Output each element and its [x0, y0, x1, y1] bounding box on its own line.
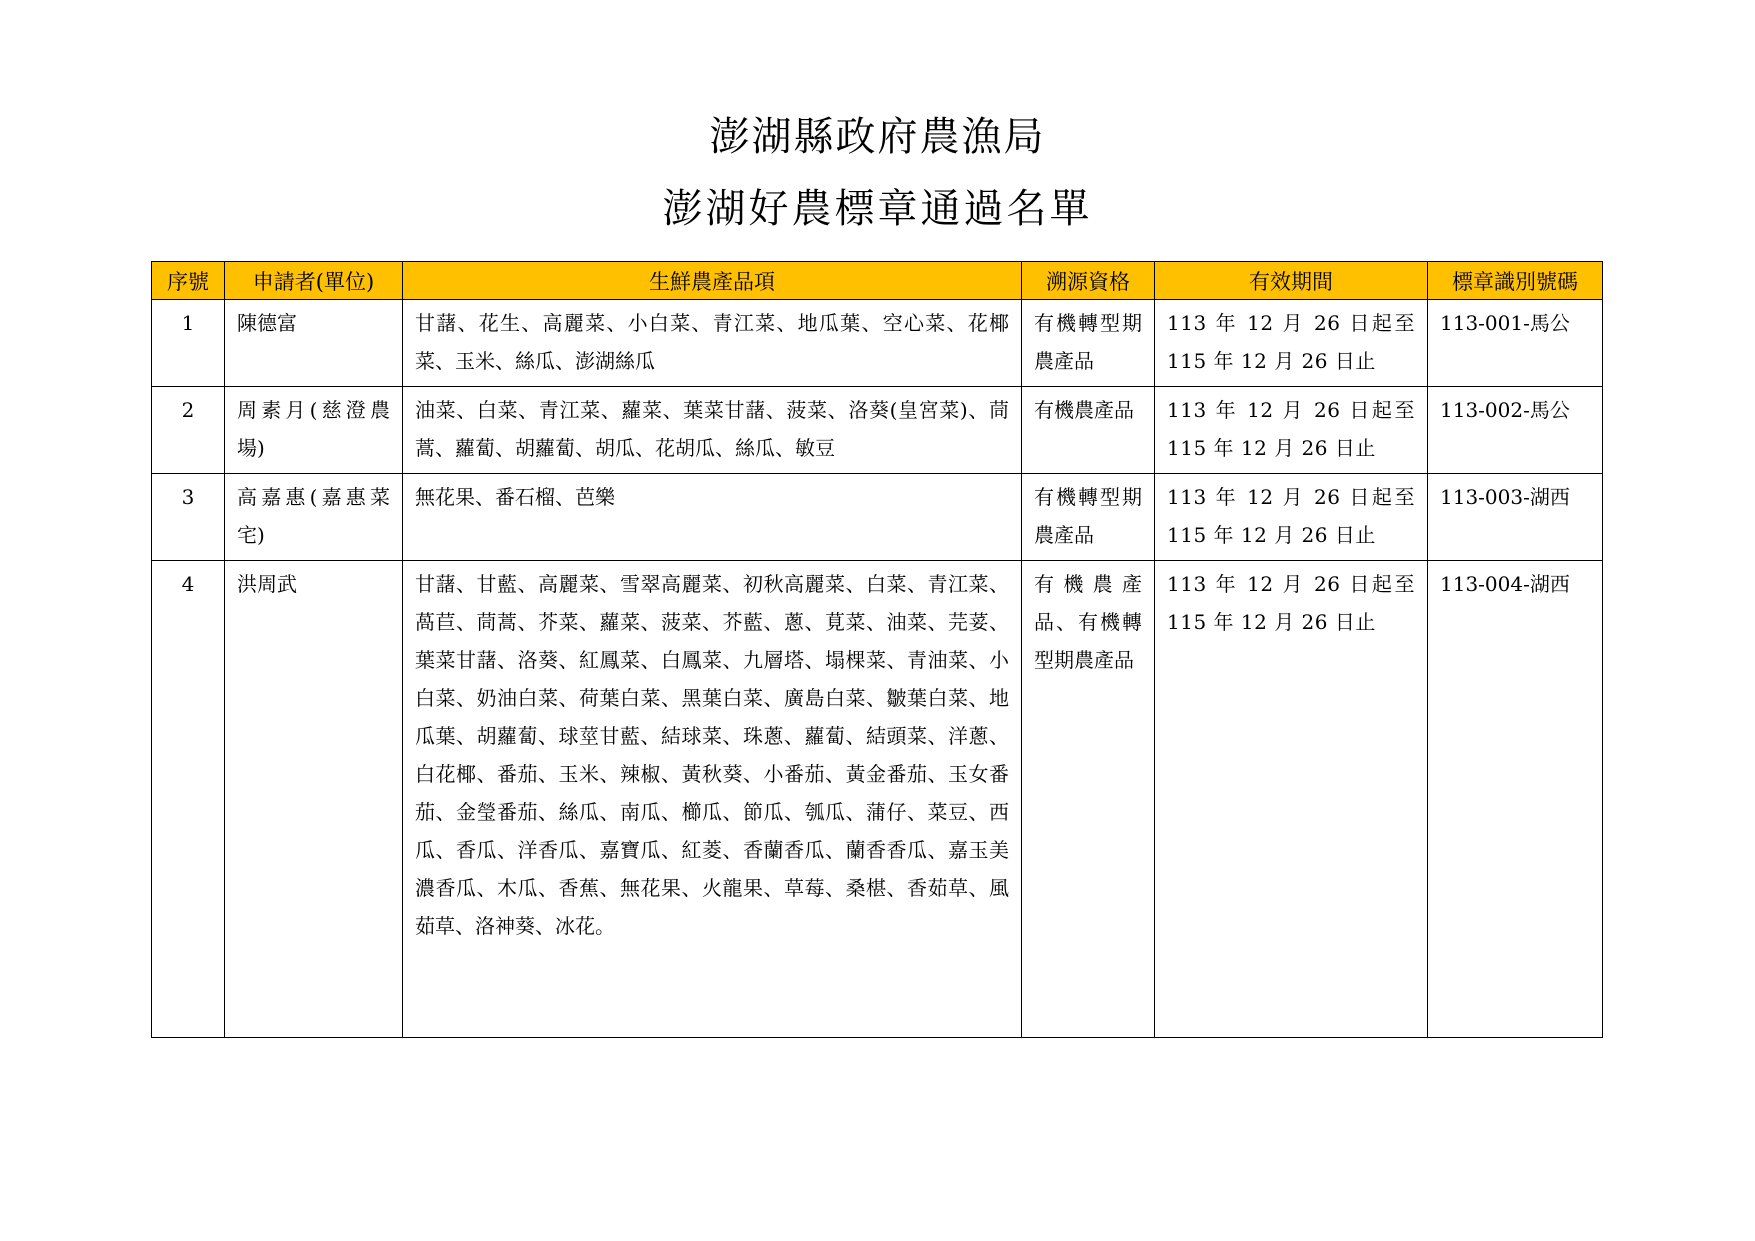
cell-label-id: 113-001-馬公	[1428, 300, 1603, 387]
document-title: 澎湖好農標章通過名單	[662, 186, 1093, 232]
cell-period: 113 年 12 月 26 日起至 115 年 12 月 26 日止	[1155, 561, 1428, 1038]
agency-title: 澎湖縣政府農漁局	[709, 114, 1046, 160]
cell-applicant: 洪周武	[225, 561, 403, 1038]
cell-products: 甘藷、甘藍、高麗菜、雪翠高麗菜、初秋高麗菜、白菜、青江菜、萵苣、茼蒿、芥菜、蘿菜、菠菜、芥藍、蔥、莧菜、油菜、芫荽、葉菜甘藷、洛葵、紅鳳菜、白鳳菜、九層塔、塌棵菜、青油菜、小白菜、奶油白菜、荷葉白菜、黑葉白菜、廣島白菜、皺葉白菜、地瓜葉、胡蘿蔔、球莖甘藍、結球菜、珠蔥、蘿蔔、結頭菜、洋蔥、白花椰、番茄、玉米、辣椒、黃秋葵、小番茄、黃金番茄、玉女番茄、金瑩番茄、絲瓜、南瓜、櫛瓜、節瓜、瓠瓜、蒲仔、菜豆、西瓜、香瓜、洋香瓜、嘉寶瓜、紅菱、香蘭香瓜、蘭香香瓜、嘉玉美濃香瓜、木瓜、香蕉、無花果、火龍果、草莓、桑椹、香茹草、風茹草、洛神葵、冰花。	[403, 561, 1022, 1038]
cell-seq: 4	[152, 561, 225, 1038]
table-row	[152, 474, 1603, 561]
header-label-id: 標章識別號碼	[1428, 262, 1603, 300]
cell-applicant: 高嘉惠(嘉惠菜宅)	[225, 474, 403, 561]
cell-period: 113 年 12 月 26 日起至 115 年 12 月 26 日止	[1155, 300, 1428, 387]
cell-qualification: 有機轉型期農產品	[1022, 474, 1155, 561]
cell-products: 甘藷、花生、高麗菜、小白菜、青江菜、地瓜葉、空心菜、花椰菜、玉米、絲瓜、澎湖絲瓜	[403, 300, 1022, 387]
cell-qualification: 有機農產品	[1022, 387, 1155, 474]
cell-label-id: 113-003-湖西	[1428, 474, 1603, 561]
cell-seq: 3	[152, 474, 225, 561]
cell-products: 油菜、白菜、青江菜、蘿菜、葉菜甘藷、菠菜、洛葵(皇宮菜)、茼蒿、蘿蔔、胡蘿蔔、胡瓜、花胡瓜、絲瓜、敏豆	[403, 387, 1022, 474]
table-row	[152, 387, 1603, 474]
header-period: 有效期間	[1155, 262, 1428, 300]
cell-label-id: 113-002-馬公	[1428, 387, 1603, 474]
header-seq: 序號	[152, 262, 225, 300]
header-qualification: 溯源資格	[1022, 262, 1155, 300]
cell-products: 無花果、番石榴、芭樂	[403, 474, 1022, 561]
header-applicant: 申請者(單位)	[225, 262, 403, 300]
cell-seq: 1	[152, 300, 225, 387]
cell-label-id: 113-004-湖西	[1428, 561, 1603, 1038]
cell-qualification: 有機轉型期農產品	[1022, 300, 1155, 387]
table-header-row	[152, 262, 1603, 300]
cell-qualification: 有機農產品、有機轉型期農產品	[1022, 561, 1155, 1038]
approved-list-table	[151, 261, 1603, 1038]
table-row	[152, 561, 1603, 1038]
cell-applicant: 周素月(慈澄農場)	[225, 387, 403, 474]
cell-period: 113 年 12 月 26 日起至 115 年 12 月 26 日止	[1155, 387, 1428, 474]
table-row	[152, 300, 1603, 387]
header-products: 生鮮農產品項	[403, 262, 1022, 300]
cell-seq: 2	[152, 387, 225, 474]
cell-period: 113 年 12 月 26 日起至 115 年 12 月 26 日止	[1155, 474, 1428, 561]
cell-applicant: 陳德富	[225, 300, 403, 387]
